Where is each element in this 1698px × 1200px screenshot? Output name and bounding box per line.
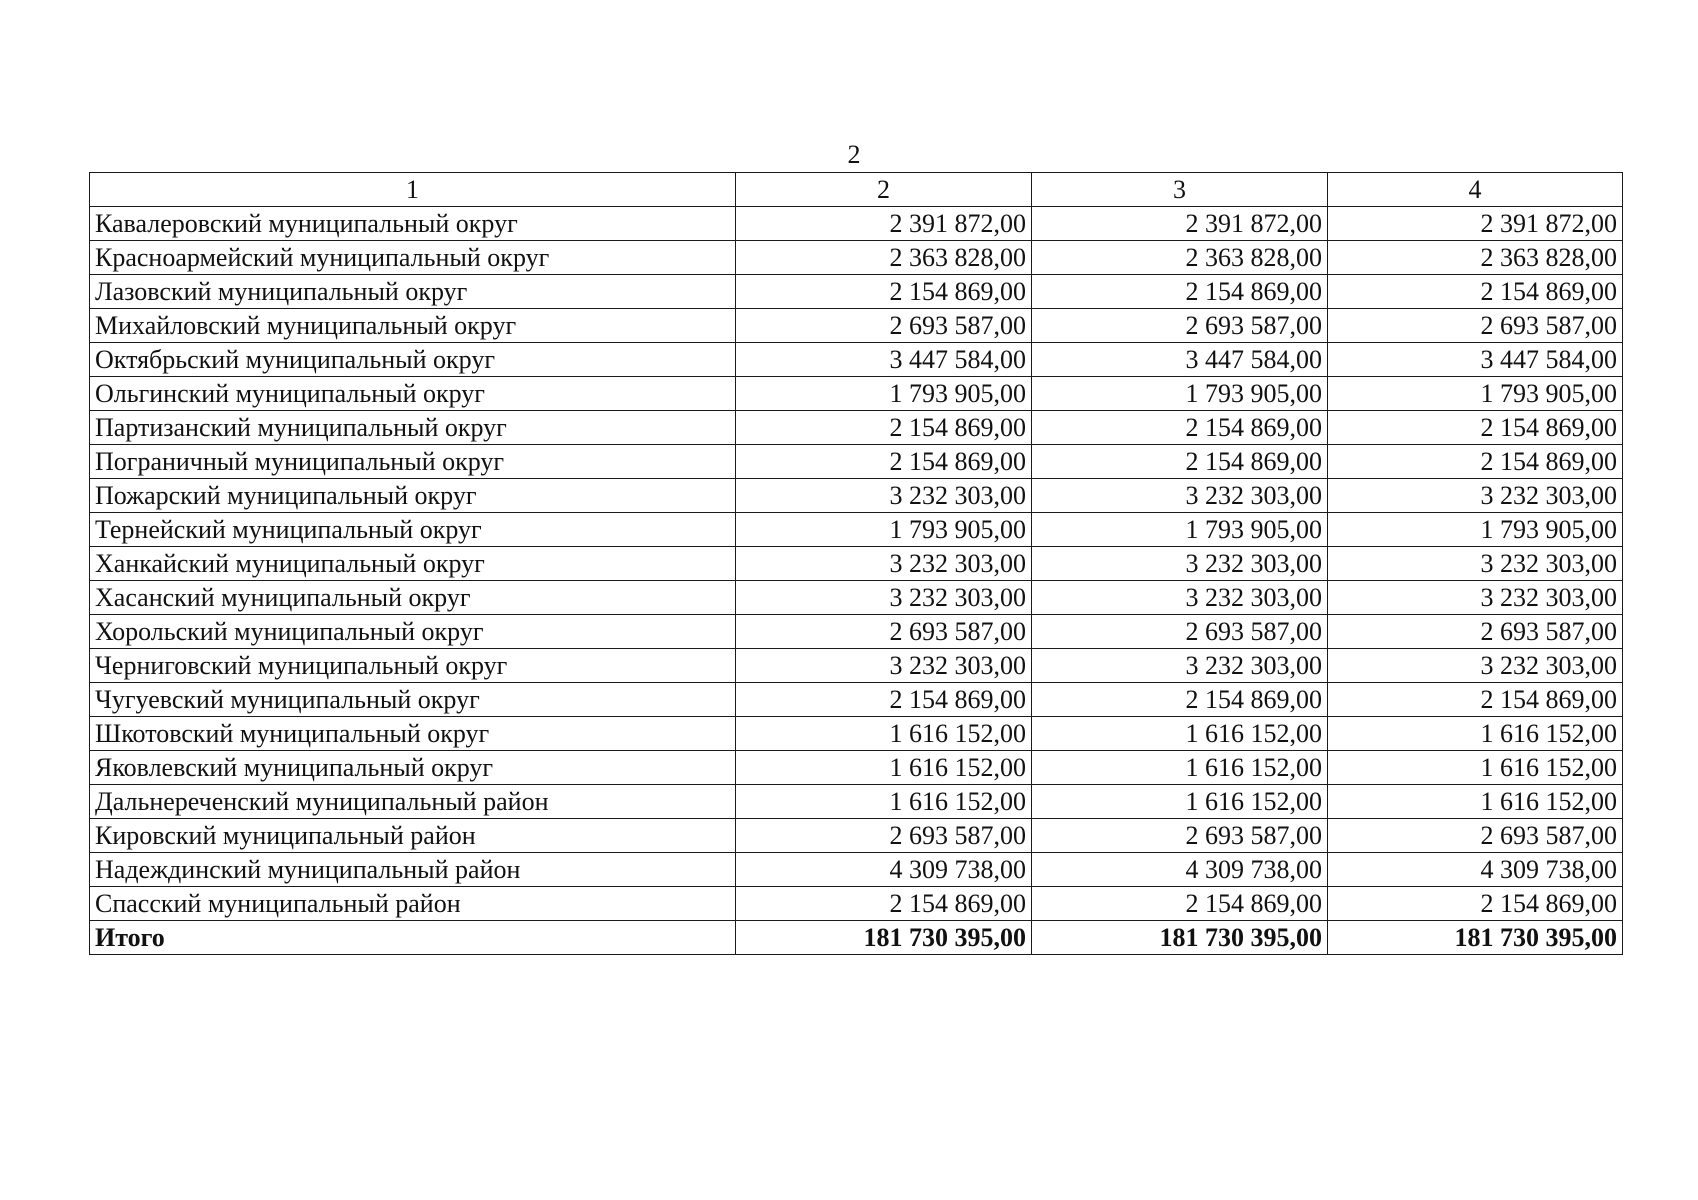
amount-cell-2: 2 154 869,00 (736, 683, 1032, 717)
amount-cell-3: 3 447 584,00 (1032, 343, 1328, 377)
header-cell-3: 3 (1032, 173, 1328, 207)
table-row (90, 241, 1623, 275)
header-cell-2: 2 (736, 173, 1032, 207)
amount-cell-2: 1 793 905,00 (736, 377, 1032, 411)
table-row (90, 445, 1623, 479)
amount-cell-4: 1 793 905,00 (1328, 377, 1623, 411)
table-row (90, 309, 1623, 343)
amount-cell-4: 1 793 905,00 (1328, 513, 1623, 547)
municipality-name-cell: Ханкайский муниципальный округ (90, 547, 736, 581)
table-row (90, 207, 1623, 241)
header-cell-1: 1 (90, 173, 736, 207)
municipality-name-cell: Кавалеровский муниципальный округ (90, 207, 736, 241)
amount-cell-2: 1 793 905,00 (736, 513, 1032, 547)
amount-cell-3: 3 232 303,00 (1032, 649, 1328, 683)
amount-cell-2: 1 616 152,00 (736, 785, 1032, 819)
amount-cell-4: 2 693 587,00 (1328, 819, 1623, 853)
table-row (90, 615, 1623, 649)
amount-cell-4: 2 154 869,00 (1328, 411, 1623, 445)
table-row (90, 751, 1623, 785)
header-cell-4: 4 (1328, 173, 1623, 207)
table-row (90, 581, 1623, 615)
amount-cell-3: 1 793 905,00 (1032, 377, 1328, 411)
amount-cell-2: 2 363 828,00 (736, 241, 1032, 275)
amount-cell-3: 3 232 303,00 (1032, 479, 1328, 513)
table-row (90, 717, 1623, 751)
amount-cell-4: 2 154 869,00 (1328, 445, 1623, 479)
municipality-name-cell: Хасанский муниципальный округ (90, 581, 736, 615)
amount-cell-2: 2 154 869,00 (736, 275, 1032, 309)
amount-cell-2: 2 693 587,00 (736, 309, 1032, 343)
amount-cell-3: 2 154 869,00 (1032, 275, 1328, 309)
municipality-name-cell: Черниговский муниципальный округ (90, 649, 736, 683)
amount-cell-2: 2 391 872,00 (736, 207, 1032, 241)
municipality-name-cell: Пожарский муниципальный округ (90, 479, 736, 513)
amount-cell-3: 2 693 587,00 (1032, 309, 1328, 343)
table-row (90, 343, 1623, 377)
table-row (90, 887, 1623, 921)
amount-cell-2: 3 232 303,00 (736, 547, 1032, 581)
table-body (90, 207, 1623, 955)
amount-cell-3: 1 616 152,00 (1032, 717, 1328, 751)
municipality-name-cell: Дальнереченский муниципальный район (90, 785, 736, 819)
municipality-name-cell: Тернейский муниципальный округ (90, 513, 736, 547)
amount-cell-2: 2 154 869,00 (736, 887, 1032, 921)
amount-cell-4: 2 693 587,00 (1328, 309, 1623, 343)
amount-cell-4: 2 391 872,00 (1328, 207, 1623, 241)
data-table (89, 172, 1623, 955)
amount-cell-4: 4 309 738,00 (1328, 853, 1623, 887)
amount-cell-3: 2 693 587,00 (1032, 819, 1328, 853)
municipality-name-cell: Лазовский муниципальный округ (90, 275, 736, 309)
amount-cell-4: 1 616 152,00 (1328, 717, 1623, 751)
page-number: 2 (847, 140, 861, 169)
amount-cell-4: 2 363 828,00 (1328, 241, 1623, 275)
amount-cell-2: 3 232 303,00 (736, 581, 1032, 615)
amount-cell-3: 1 616 152,00 (1032, 751, 1328, 785)
municipality-name-cell: Шкотовский муниципальный округ (90, 717, 736, 751)
amount-cell-2: 3 232 303,00 (736, 479, 1032, 513)
table-header (90, 173, 1623, 207)
amount-cell-3: 2 154 869,00 (1032, 683, 1328, 717)
amount-cell-2: 2 154 869,00 (736, 411, 1032, 445)
total-amount-cell-2: 181 730 395,00 (736, 921, 1032, 955)
table-row (90, 819, 1623, 853)
table-row (90, 683, 1623, 717)
table-row (90, 649, 1623, 683)
municipality-name-cell: Чугуевский муниципальный округ (90, 683, 736, 717)
amount-cell-3: 3 232 303,00 (1032, 581, 1328, 615)
header-row (90, 173, 1623, 207)
municipality-name-cell: Михайловский муниципальный округ (90, 309, 736, 343)
municipality-name-cell: Пограничный муниципальный округ (90, 445, 736, 479)
amount-cell-3: 2 154 869,00 (1032, 445, 1328, 479)
amount-cell-3: 1 793 905,00 (1032, 513, 1328, 547)
amount-cell-2: 2 693 587,00 (736, 819, 1032, 853)
amount-cell-4: 2 154 869,00 (1328, 275, 1623, 309)
amount-cell-2: 4 309 738,00 (736, 853, 1032, 887)
amount-cell-2: 3 447 584,00 (736, 343, 1032, 377)
amount-cell-4: 1 616 152,00 (1328, 751, 1623, 785)
amount-cell-2: 2 154 869,00 (736, 445, 1032, 479)
table-row (90, 411, 1623, 445)
total-row (90, 921, 1623, 955)
table-row (90, 853, 1623, 887)
amount-cell-4: 2 154 869,00 (1328, 683, 1623, 717)
municipality-name-cell: Кировский муниципальный район (90, 819, 736, 853)
municipality-name-cell: Хорольский муниципальный округ (90, 615, 736, 649)
amount-cell-3: 1 616 152,00 (1032, 785, 1328, 819)
amount-cell-3: 2 391 872,00 (1032, 207, 1328, 241)
total-amount-cell-3: 181 730 395,00 (1032, 921, 1328, 955)
amount-cell-4: 3 232 303,00 (1328, 547, 1623, 581)
amount-cell-4: 1 616 152,00 (1328, 785, 1623, 819)
amount-cell-4: 3 447 584,00 (1328, 343, 1623, 377)
municipality-name-cell: Партизанский муниципальный округ (90, 411, 736, 445)
amount-cell-3: 2 693 587,00 (1032, 615, 1328, 649)
table-row (90, 547, 1623, 581)
table-row (90, 785, 1623, 819)
amount-cell-3: 3 232 303,00 (1032, 547, 1328, 581)
table-row (90, 377, 1623, 411)
amount-cell-4: 3 232 303,00 (1328, 479, 1623, 513)
total-amount-cell-4: 181 730 395,00 (1328, 921, 1623, 955)
amount-cell-3: 2 154 869,00 (1032, 411, 1328, 445)
amount-cell-4: 2 154 869,00 (1328, 887, 1623, 921)
amount-cell-3: 2 363 828,00 (1032, 241, 1328, 275)
amount-cell-3: 2 154 869,00 (1032, 887, 1328, 921)
amount-cell-2: 1 616 152,00 (736, 751, 1032, 785)
amount-cell-2: 3 232 303,00 (736, 649, 1032, 683)
municipality-name-cell: Яковлевский муниципальный округ (90, 751, 736, 785)
municipality-name-cell: Спасский муниципальный район (90, 887, 736, 921)
municipality-name-cell: Октябрьский муниципальный округ (90, 343, 736, 377)
amount-cell-2: 1 616 152,00 (736, 717, 1032, 751)
table-row (90, 513, 1623, 547)
table-row (90, 479, 1623, 513)
municipality-name-cell: Ольгинский муниципальный округ (90, 377, 736, 411)
amount-cell-2: 2 693 587,00 (736, 615, 1032, 649)
amount-cell-4: 2 693 587,00 (1328, 615, 1623, 649)
total-label-cell: Итого (90, 921, 736, 955)
amount-cell-4: 3 232 303,00 (1328, 649, 1623, 683)
amount-cell-4: 3 232 303,00 (1328, 581, 1623, 615)
municipality-name-cell: Надеждинский муниципальный район (90, 853, 736, 887)
municipality-name-cell: Красноармейский муниципальный округ (90, 241, 736, 275)
amount-cell-3: 4 309 738,00 (1032, 853, 1328, 887)
table-row (90, 275, 1623, 309)
